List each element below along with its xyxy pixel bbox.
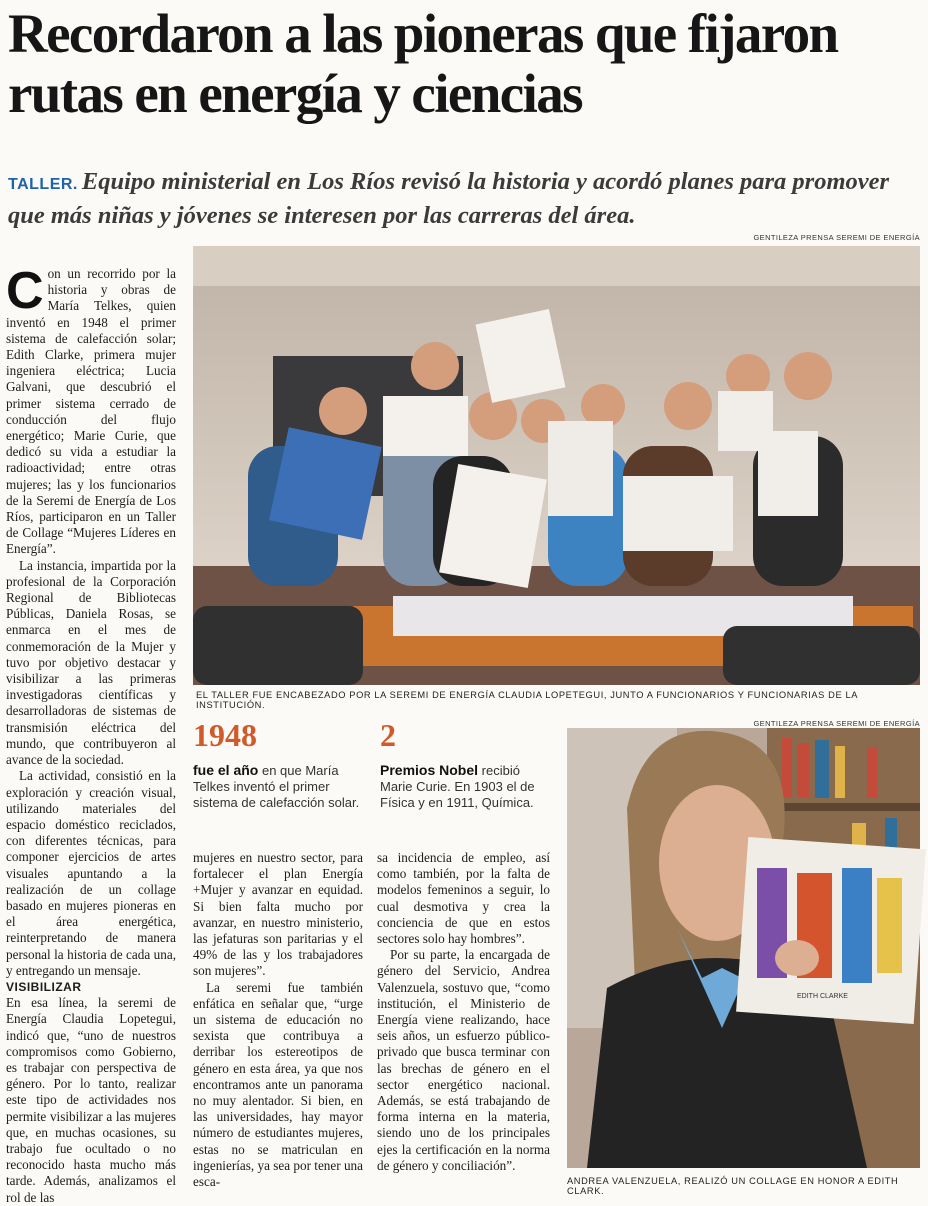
paragraph: La instancia, impartida por la profesional de la Corporación Regional de Bibliotecas Públicas, Daniela Rosas, se enmarca en el mes de conmemoración de la Mujer y tuvo por objetivo destacar y visibilizar a las primeras investigadoras científicas y desarrolladoras de sistemas de transmisión eléctrica del mundo, que contribuyeron al avance de la sociedad. bbox=[6, 557, 176, 768]
paragraph: Por su parte, la encargada de género del Servicio, Andrea Valenzuela, sostuvo que, “como institución, el Ministerio de Energía viene realizando, hace seis años, un esfuerzo público-privado que busca terminar con las brechas de género en el sector energético nacional. Además, se está trabajando de forma interna en la materia, siendo uno de los principales ejes la certificación en la norma de género y conciliación”. bbox=[377, 947, 550, 1173]
column-1 bbox=[6, 262, 176, 1205]
portrait-photo bbox=[567, 728, 920, 1168]
stat-lead: fue el año bbox=[193, 762, 259, 778]
collage-label: EDITH CLARKE bbox=[797, 993, 848, 1000]
group-photo-illustration bbox=[193, 246, 920, 685]
paragraph: La seremi fue también enfática en señalar que, “urge un sistema de educación no sexista que contribuya a derribar los estereotipos de género en esta área, ya que nos encontramos ante un panorama no muy alentador. Si bien, en las universidades, hay mayor número de estudiantes mujeres, estas no se matriculan en ingenierías, ya sea por tener una esca- bbox=[193, 979, 363, 1190]
stat-text: recibió Marie Curie. En 1903 el de Física y en 1911, Química. bbox=[380, 763, 535, 810]
stat-lead: Premios Nobel bbox=[380, 762, 479, 778]
paragraph: mujeres en nuestro sector, para fortalecer el plan Energía +Mujer y avanzar en equidad. Si bien falta mucho por avanzar, en nuestro ministerio, las jefaturas son paritarias y el 49% de las y los trabajadores son mujeres”. bbox=[193, 850, 363, 979]
paragraph bbox=[6, 262, 176, 558]
column-2 bbox=[193, 850, 363, 1194]
stat-number: 1948 bbox=[193, 717, 257, 753]
paragraph-text: on un recorrido por la historia y obras de María Telkes, quien inventó en 1948 el primer sistema de calefacción solar; Edith Clarke, primera mujer ingeniera eléctrica; Lucia Galvani, que descubrió el primer sistema cerrado de conducción del flujo energético; Marie Curie, que dedicó su vida a estudiar la radioactividad; entre otras mujeres; las y los funcionarios de la Seremi de Energía de Los Ríos, participaron en un Taller de Collage “Mujeres Líderes en Energía”. bbox=[6, 266, 176, 557]
paragraph: La actividad, consistió en la exploración y creación visual, utilizando materiales del espacio doméstico reciclados, con diferentes técnicas, para componer ejercicios de artes visuales apuntando a la realización de un collage basado en mujeres pioneras en el área energética, reinterpretando de manera personal la historia de cada una, y entregando un mensaje. bbox=[6, 768, 176, 978]
photo1-caption: EL TALLER FUE ENCABEZADO POR LA SEREMI DE ENERGÍA CLAUDIA LOPETEGUI, JUNTO A FUNCIONARIOS Y FUNCIONARIAS DE LA INSTITUCIÓN. bbox=[196, 690, 858, 710]
photo2-caption: ANDREA VALENZUELA, REALIZÓ UN COLLAGE EN HONOR A EDITH CLARK. bbox=[567, 1176, 899, 1196]
stat-text: en que María Telkes inventó el primer sistema de calefacción solar. bbox=[193, 763, 360, 810]
portrait-photo-illustration bbox=[567, 728, 920, 1168]
column-3 bbox=[377, 850, 550, 1194]
stat-number: 2 bbox=[380, 717, 396, 753]
paragraph: sa incidencia de empleo, así como también, por la falta de modelos femeninos a seguir, lo cual desmotiva y crea la conciencia de que en estos sectores solo hay hombres”. bbox=[377, 850, 550, 947]
photo1-credit: GENTILEZA PRENSA SEREMI DE ENERGÍA bbox=[753, 233, 920, 242]
headline: Recordaron a las pioneras que fijaron rutas en energía y ciencias bbox=[8, 3, 838, 124]
stat-box-2 bbox=[380, 718, 550, 811]
subhead-text: Equipo ministerial en Los Ríos revisó la historia y acordó planes para promover que más niñas y jóvenes se interesen por las carreras del área. bbox=[8, 168, 890, 229]
group-photo bbox=[193, 246, 920, 685]
stat-box-1 bbox=[193, 718, 363, 811]
subhead bbox=[8, 166, 923, 231]
dropcap: C bbox=[6, 262, 44, 320]
section-heading: VISIBILIZAR bbox=[6, 979, 82, 994]
kicker: TALLER. bbox=[8, 176, 78, 193]
paragraph: En esa línea, la seremi de Energía Claudia Lopetegui, indicó que, “uno de nuestros compromisos como Gobierno, es trabajar con perspectiva de género. Por lo tanto, realizar este tipo de actividades nos permite visibilizar a las mujeres que, en muchas ocasiones, su trabajo fue ocultado o no reconocido hasta mucho más tarde. Además, analizamos el rol de las bbox=[6, 995, 176, 1205]
photo2-credit: GENTILEZA PRENSA SEREMI DE ENERGÍA bbox=[753, 719, 920, 728]
